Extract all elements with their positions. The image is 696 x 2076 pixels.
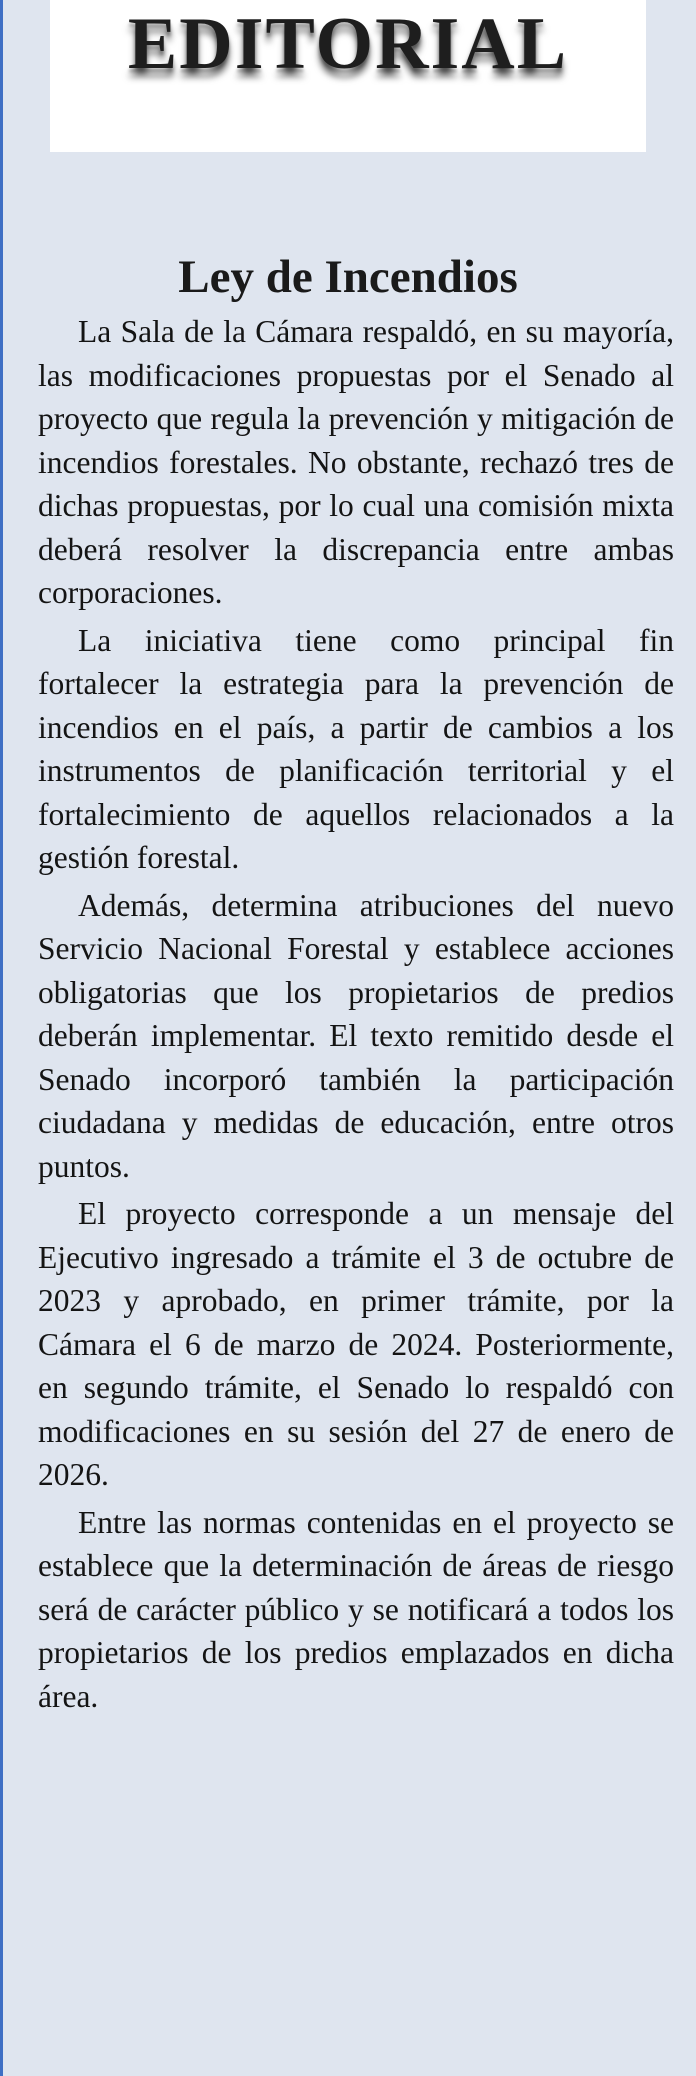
paragraph-3: Además, determina atribuciones del nuevo Servicio Nacional Forestal y establece acciones obligatorias que los propietarios de predios deberán implementar. El texto remitido desde el Senado incorporó también la participación ciudadana y medidas de educación, entre otros puntos. (38, 887, 674, 1184)
article-headline: Ley de Incendios (178, 251, 518, 303)
paragraph-5: Entre las normas contenidas en el proyecto se establece que la determinación de áreas de riesgo será de carácter público y se notificará a todos los propietarios de los predios emplazados en dicha área. (38, 1504, 674, 1714)
article-body (38, 310, 674, 1722)
section-title: EDITORIAL (127, 2, 569, 85)
paragraph-1: La Sala de la Cámara respaldó, en su mayoría, las modificaciones propuestas por el Senado al proyecto que regula la prevención y mitigación de incendios forestales. No obstante, rechazó tres de dichas propuestas, por lo cual una comisión mixta deberá resolver la discrepancia entre ambas corporaciones. (38, 314, 674, 610)
masthead-banner (50, 0, 646, 152)
paragraph-2: La iniciativa tiene como principal fin fortalecer la estrategia para la prevención de incendios en el país, a partir de cambios a los instrumentos de planificación territorial y el fortalecimiento de aquellos relacionados a la gestión forestal. (38, 622, 674, 875)
paragraph-4: El proyecto corresponde a un mensaje del Ejecutivo ingresado a trámite el 3 de octubre de 2023 y aprobado, en primer trámite, por la Cámara el 6 de marzo de 2024. Posteriormente, en segundo trámite, el Senado lo respaldó con modificaciones en su sesión del 27 de enero de 2026. (38, 1196, 674, 1492)
left-border-rule (0, 0, 3, 2076)
